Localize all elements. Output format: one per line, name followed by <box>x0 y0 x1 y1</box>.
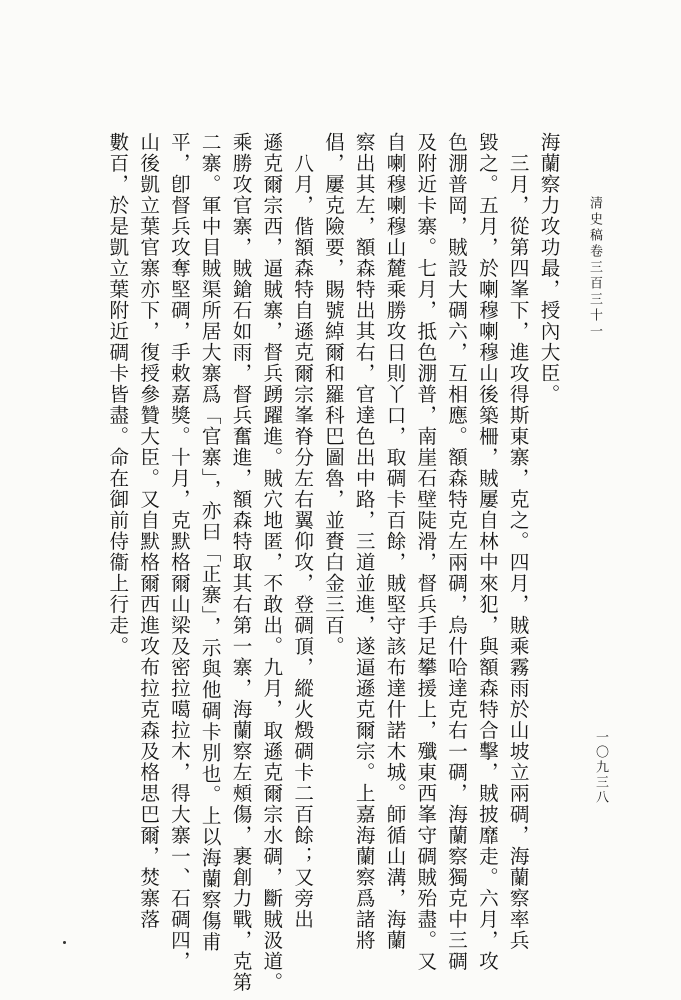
text-column: 倡，屢克險要，賜號綽爾和羅科巴圖魯，並賚白金三百。 <box>321 132 345 657</box>
text-column: 二寨。軍中目賊渠所居大寨爲「官寨」，亦曰「正寨」，示與他碉卡別也。上以海蘭察傷甫 <box>198 132 222 953</box>
text-column: 色淜普岡，賊設大碉六，互相應。額森特克左兩碉，烏什哈達克右一碉，海蘭察獨克中三碉 <box>444 132 468 972</box>
text-column: 數百，於是凱立葉附近碉卡皆盡。命在御前侍衞上行走。 <box>105 132 129 657</box>
text-column: 及附近卡寨。七月，抵色淜普，南崖石壁陡滑，督兵手足攀援上，殲東西峯守碉賊殆盡。又 <box>413 132 437 972</box>
text-column: 平，卽督兵攻奪堅碉，手敕嘉獎。十月，克默格爾山梁及密拉噶拉木，得大寨一、石碉四， <box>167 132 191 972</box>
text-column: 毀之。五月，於喇穆喇穆山後築柵，賊屢自林中來犯，與額森特合擊，賊披靡走。六月，攻 <box>475 132 499 972</box>
text-column: 海蘭察力攻功最，授內大臣。 <box>537 132 560 405</box>
text-column: 遜克爾宗西，逼賊寨，督兵踴躍進。賊穴地匿，不敢出。九月，取遜克爾宗水碉，斷賊汲道。 <box>259 132 283 993</box>
running-title: 清史稿卷三百三十一 <box>587 196 602 340</box>
ink-speck <box>63 941 66 944</box>
text-column: 三月，從第四峯下，進攻得斯東寨，克之。四月，賊乘霧雨於山坡立兩碉，海蘭察率兵 <box>506 132 530 951</box>
text-column: 察出其左，額森特出其右，官達色出中路，三道並進，遂逼遜克爾宗。上嘉海蘭察爲諸將 <box>352 132 376 951</box>
body-text <box>101 132 563 993</box>
page-number: 一〇九三八 <box>593 730 608 805</box>
text-column: 八月，偕額森特自遜克爾宗峯脊分左右翼仰攻，登碉頂，縱火燬碉卡二百餘；又旁出 <box>290 132 314 930</box>
text-column: 乘勝攻官寨，賊鎗石如雨，督兵奮進，額森特取其右第一寨，海蘭察左頰傷，裹創力戰，克第 <box>229 132 253 993</box>
text-column: 自喇穆喇穆山麓乘勝攻日則丫口，取碉卡百餘，賊堅守該布達什諾木城。師循山溝，海蘭 <box>383 132 407 951</box>
text-column: 山後凱立葉官寨亦下，復授參贊大臣。又自默格爾西進攻布拉克森及格思巴爾，焚寨落 <box>136 132 160 930</box>
